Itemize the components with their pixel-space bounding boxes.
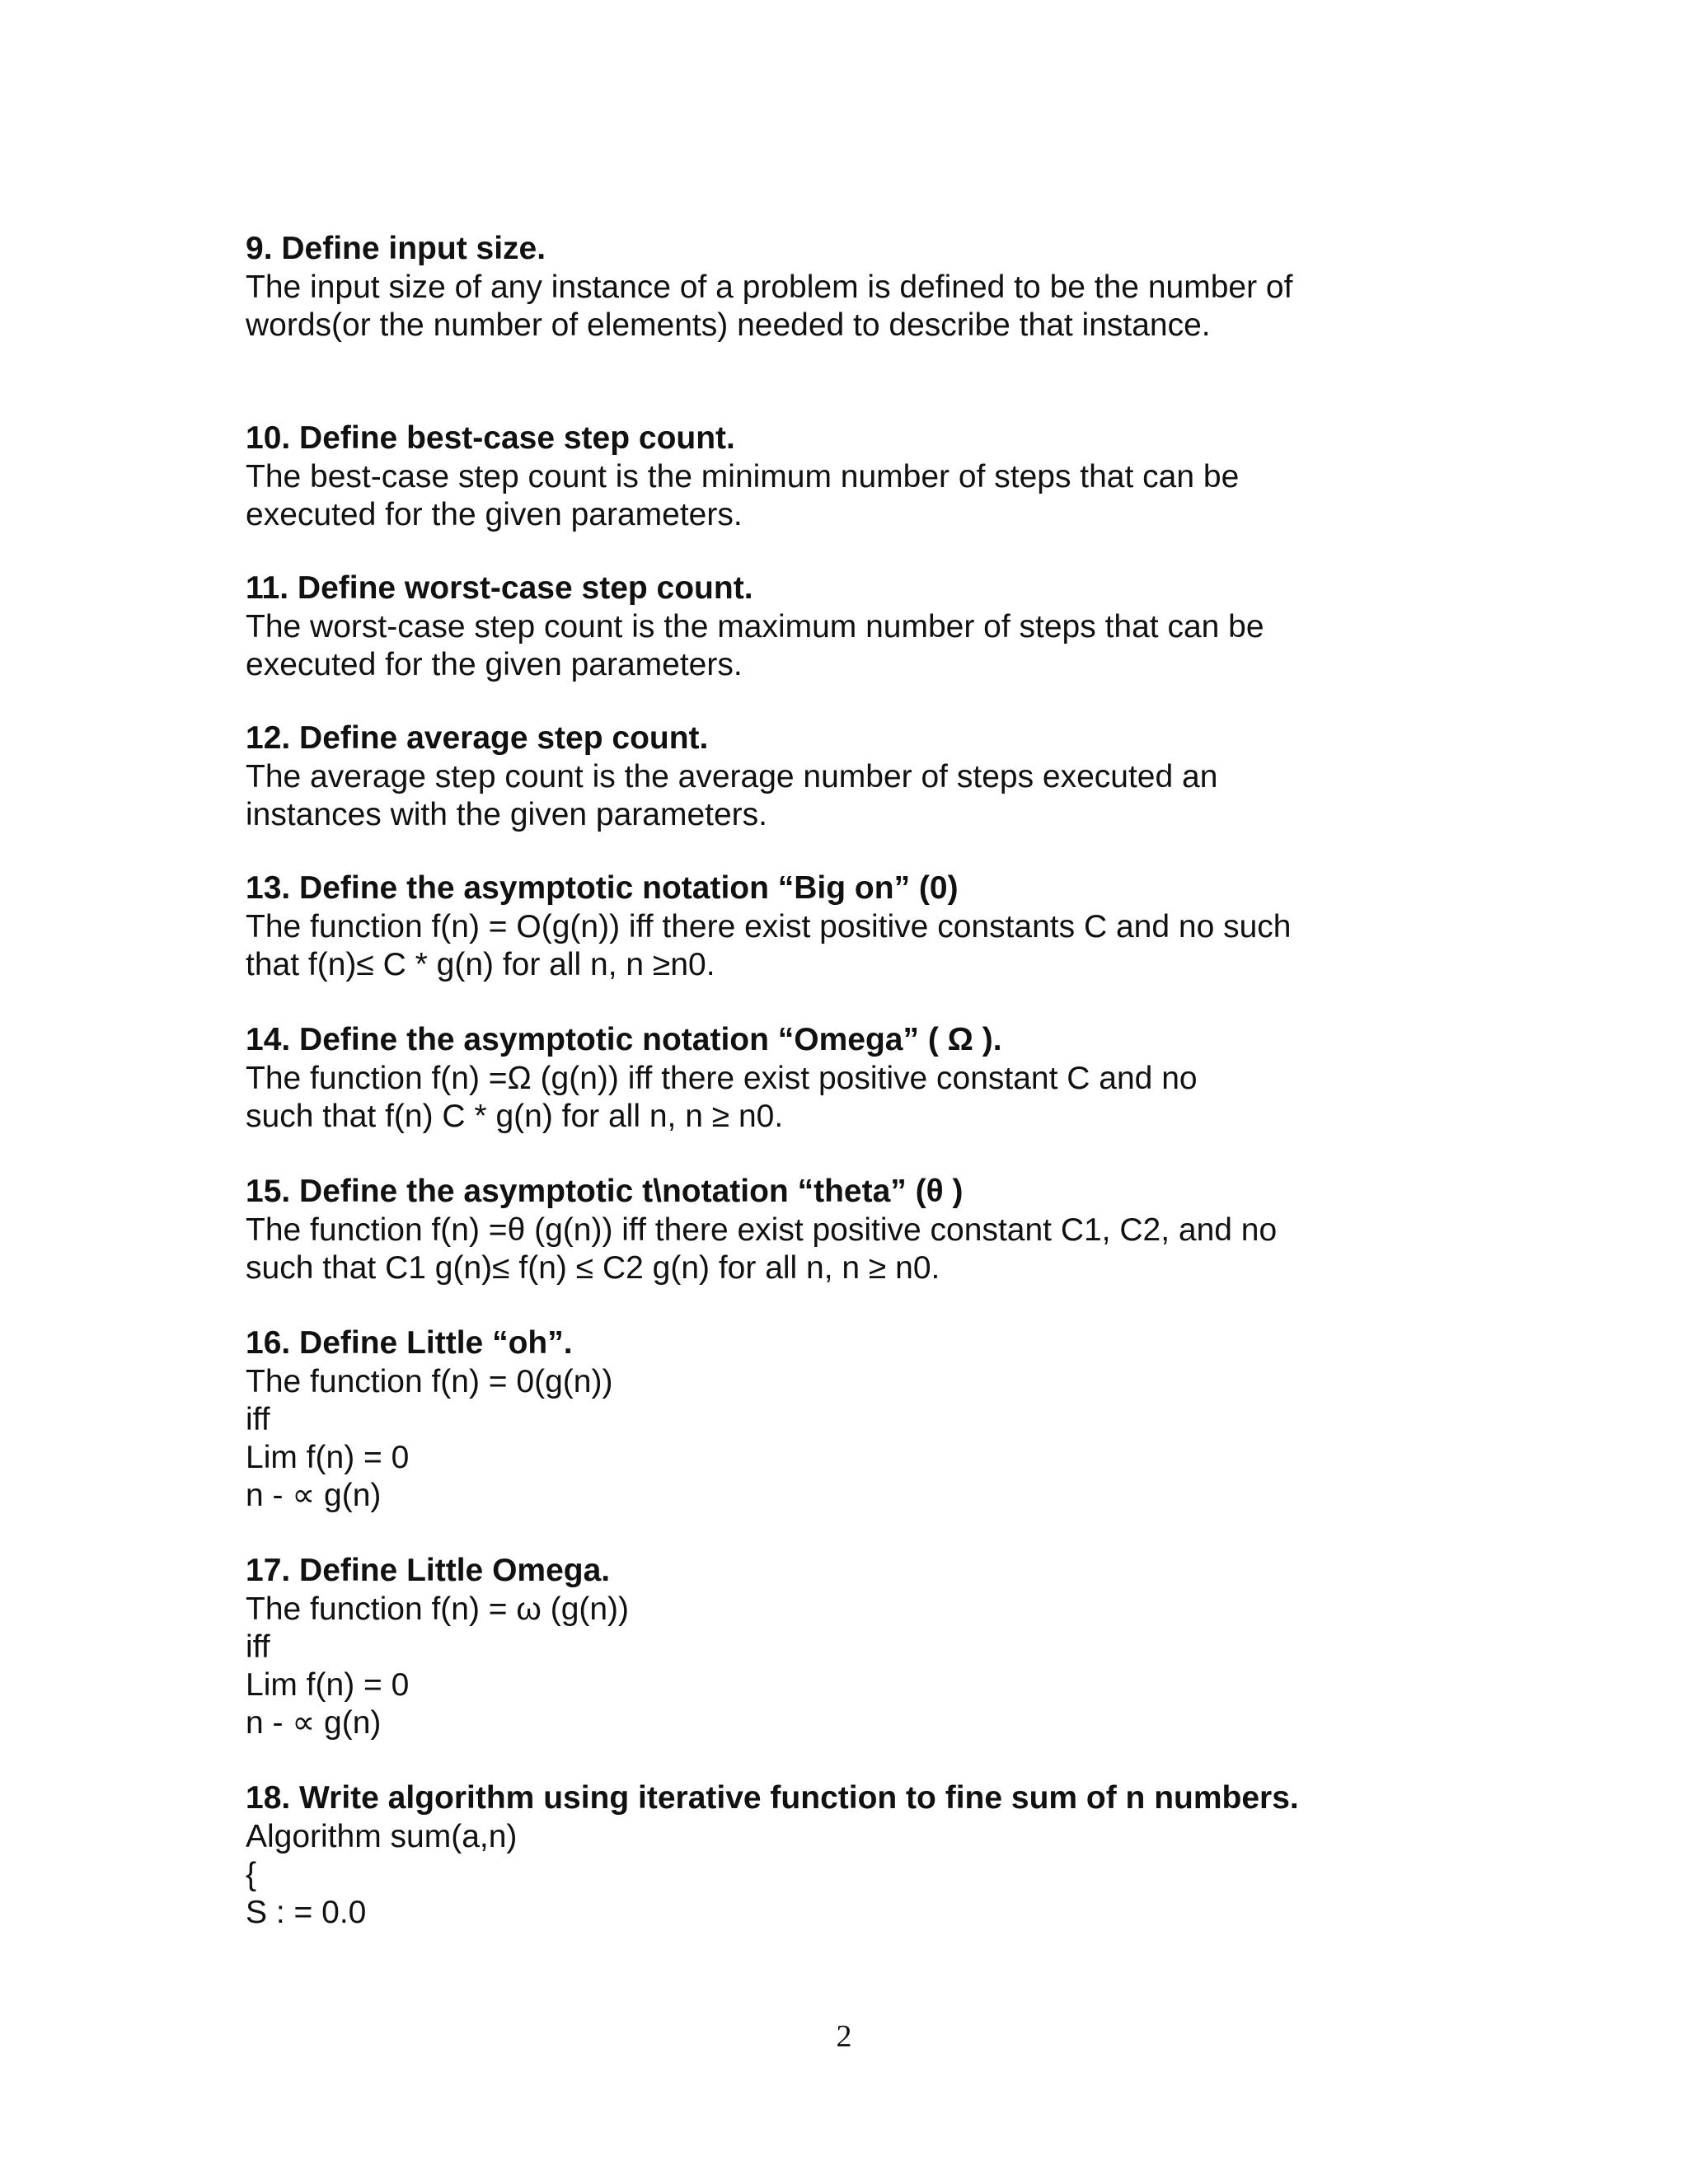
answer-line: words(or the number of elements) needed to describe that instance.: [246, 307, 1211, 343]
page-number: 2: [836, 2019, 852, 2054]
answer-line: The function f(n) = ω (g(n)): [246, 1591, 630, 1627]
answer-line: The function f(n) = 0(g(n)): [246, 1364, 613, 1399]
question-11: [246, 569, 1441, 684]
answer-line: executed for the given parameters.: [246, 497, 743, 532]
question-title: 16. Define Little “oh”.: [246, 1325, 573, 1361]
answer-line: executed for the given parameters.: [246, 647, 743, 682]
question-title: 17. Define Little Omega.: [246, 1553, 611, 1588]
page-content: [246, 229, 1441, 1932]
answer-line: Algorithm sum(a,n): [246, 1819, 518, 1854]
question-15: [246, 1172, 1441, 1287]
answer-line: The function f(n) =Ω (g(n)) iff there exist positive constant C and no: [246, 1061, 1198, 1096]
question-9: [246, 229, 1441, 344]
question-title: 12. Define average step count.: [246, 720, 709, 756]
answer-line: instances with the given parameters.: [246, 797, 767, 832]
question-title: 14. Define the asymptotic notation “Omega” ( Ω ).: [246, 1022, 1002, 1057]
answer-line: Lim f(n) = 0: [246, 1440, 410, 1475]
question-title: 13. Define the asymptotic notation “Big on” (0): [246, 870, 959, 906]
question-title: 18. Write algorithm using iterative function to fine sum of n numbers.: [246, 1780, 1299, 1816]
answer-line: n - ∝ g(n): [246, 1478, 382, 1513]
answer-line: such that C1 g(n)≤ f(n) ≤ C2 g(n) for all n, n ≥ n0.: [246, 1250, 940, 1286]
question-10: [246, 419, 1441, 534]
answer-line: The function f(n) = O(g(n)) iff there exist positive constants C and no such: [246, 909, 1292, 944]
answer-line: S : = 0.0: [246, 1895, 367, 1930]
question-title: 10. Define best-case step count.: [246, 420, 735, 456]
answer-line: {: [246, 1857, 257, 1892]
answer-line: n - ∝ g(n): [246, 1705, 382, 1741]
question-13: [246, 869, 1441, 984]
question-title: 9. Define input size.: [246, 231, 546, 266]
question-17: [246, 1551, 1441, 1742]
answer-line: The worst-case step count is the maximum number of steps that can be: [246, 609, 1264, 644]
answer-line: that f(n)≤ C * g(n) for all n, n ≥n0.: [246, 947, 715, 982]
question-18: [246, 1779, 1441, 1932]
answer-line: iff: [246, 1629, 270, 1665]
question-12: [246, 719, 1441, 834]
answer-line: The function f(n) =θ (g(n)) iff there exist positive constant C1, C2, and no: [246, 1212, 1278, 1248]
question-16: [246, 1324, 1441, 1515]
answer-line: such that f(n) C * g(n) for all n, n ≥ n0.: [246, 1099, 784, 1134]
answer-line: The input size of any instance of a problem is defined to be the number of: [246, 269, 1293, 305]
question-title: 11. Define worst-case step count.: [246, 570, 753, 606]
question-14: [246, 1020, 1441, 1136]
question-title: 15. Define the asymptotic t\notation “theta” (θ ): [246, 1174, 964, 1209]
answer-line: iff: [246, 1402, 270, 1437]
answer-line: The best-case step count is the minimum number of steps that can be: [246, 459, 1240, 494]
answer-line: Lim f(n) = 0: [246, 1667, 410, 1703]
answer-line: The average step count is the average number of steps executed an: [246, 759, 1218, 794]
